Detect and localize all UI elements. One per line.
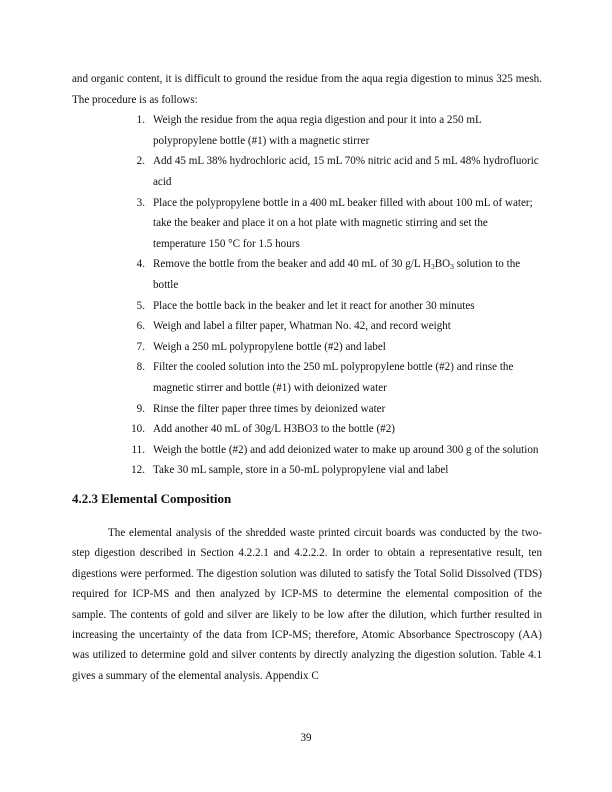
step-number: 9. bbox=[136, 402, 145, 415]
step-number: 5. bbox=[136, 299, 145, 312]
step-number: 8. bbox=[136, 361, 145, 374]
step-number: 1. bbox=[136, 114, 145, 127]
step-text-part: solution to the bottle bbox=[153, 258, 521, 291]
section-heading: 4.2.3 Elemental Composition bbox=[72, 490, 232, 506]
page-number: 39 bbox=[300, 732, 312, 744]
step-text: Weigh and label a filter paper, Whatman No. 42, and record weight bbox=[153, 320, 451, 333]
step-text-part: Remove the bottle from the beaker and add 40 mL of 30 g/L H bbox=[153, 258, 431, 271]
procedure-step bbox=[125, 357, 542, 398]
procedure-step bbox=[125, 316, 542, 337]
procedure-step bbox=[125, 193, 542, 255]
step-number: 10. bbox=[131, 423, 145, 436]
procedure-step bbox=[125, 110, 542, 151]
step-text: Weigh the bottle (#2) and add deionized water to make up around 300 g of the solution bbox=[153, 443, 539, 456]
subscript: 3 bbox=[430, 262, 435, 272]
step-text: Rinse the filter paper three times by deionized water bbox=[153, 402, 386, 415]
step-number: 2. bbox=[136, 155, 145, 168]
procedure-step bbox=[125, 296, 542, 317]
step-text: Add another 40 mL of 30g/L H3BO3 to the bottle (#2) bbox=[153, 423, 395, 436]
procedure-step bbox=[125, 337, 542, 358]
procedure-step bbox=[125, 254, 542, 295]
step-number: 6. bbox=[136, 320, 145, 333]
step-text: Filter the cooled solution into the 250 mL polypropylene bottle (#2) and rinse the magnetic stirrer and bottle (#1) with deionized water bbox=[153, 361, 514, 394]
procedure-step bbox=[125, 460, 542, 481]
step-text bbox=[153, 254, 542, 295]
page-content bbox=[72, 69, 542, 686]
step-text-part: BO bbox=[434, 258, 451, 271]
step-number: 11. bbox=[131, 443, 145, 456]
step-text: Weigh the residue from the aqua regia digestion and pour it into a 250 mL polypropylene bottle (#1) with a magnetic stirrer bbox=[153, 114, 482, 147]
procedure-step bbox=[125, 419, 542, 440]
step-number: 12. bbox=[131, 464, 145, 477]
step-text: Place the polypropylene bottle in a 400 mL beaker filled with about 100 mL of water; take the beaker and place it on a hot plate with magnetic stirring and set the temperature 150 °C for 1.5 hours bbox=[153, 196, 533, 250]
body-paragraph: The elemental analysis of the shredded waste printed circuit boards was conducted by the two-step digestion described in Section 4.2.2.1 and 4.2.2.2. In order to obtain a representative result, ten digestions were performed. The digestion solution was diluted to satisfy the Total Solid Dissolved (TDS) required for ICP-MS and then analyzed by ICP-MS to determine the elemental composition of the sample. The contents of gold and silver are likely to be low after the dilution, which further resulted in increasing the uncertainty of the data from ICP-MS; therefore, Atomic Absorbance Spectroscopy (AA) was utilized to determine gold and silver contents by directly analyzing the digestion solution. Table 4.1 gives a summary of the elemental analysis. Appendix C bbox=[72, 526, 542, 682]
intro-paragraph: and organic content, it is difficult to ground the residue from the aqua regia digestion to minus 325 mesh. The procedure is as follows: bbox=[72, 73, 542, 106]
procedure-list bbox=[72, 110, 542, 481]
step-number: 7. bbox=[136, 340, 145, 353]
procedure-step bbox=[125, 399, 542, 420]
step-number: 4. bbox=[136, 258, 145, 271]
step-number: 3. bbox=[136, 196, 145, 209]
subscript: 3 bbox=[450, 262, 454, 272]
procedure-step bbox=[125, 440, 542, 461]
step-text: Take 30 mL sample, store in a 50-mL polypropylene vial and label bbox=[153, 464, 449, 477]
procedure-step bbox=[125, 151, 542, 192]
step-text: Place the bottle back in the beaker and let it react for another 30 minutes bbox=[153, 299, 475, 312]
step-text: Add 45 mL 38% hydrochloric acid, 15 mL 70% nitric acid and 5 mL 48% hydrofluoric acid bbox=[153, 155, 539, 188]
step-text: Weigh a 250 mL polypropylene bottle (#2) and label bbox=[153, 340, 386, 353]
